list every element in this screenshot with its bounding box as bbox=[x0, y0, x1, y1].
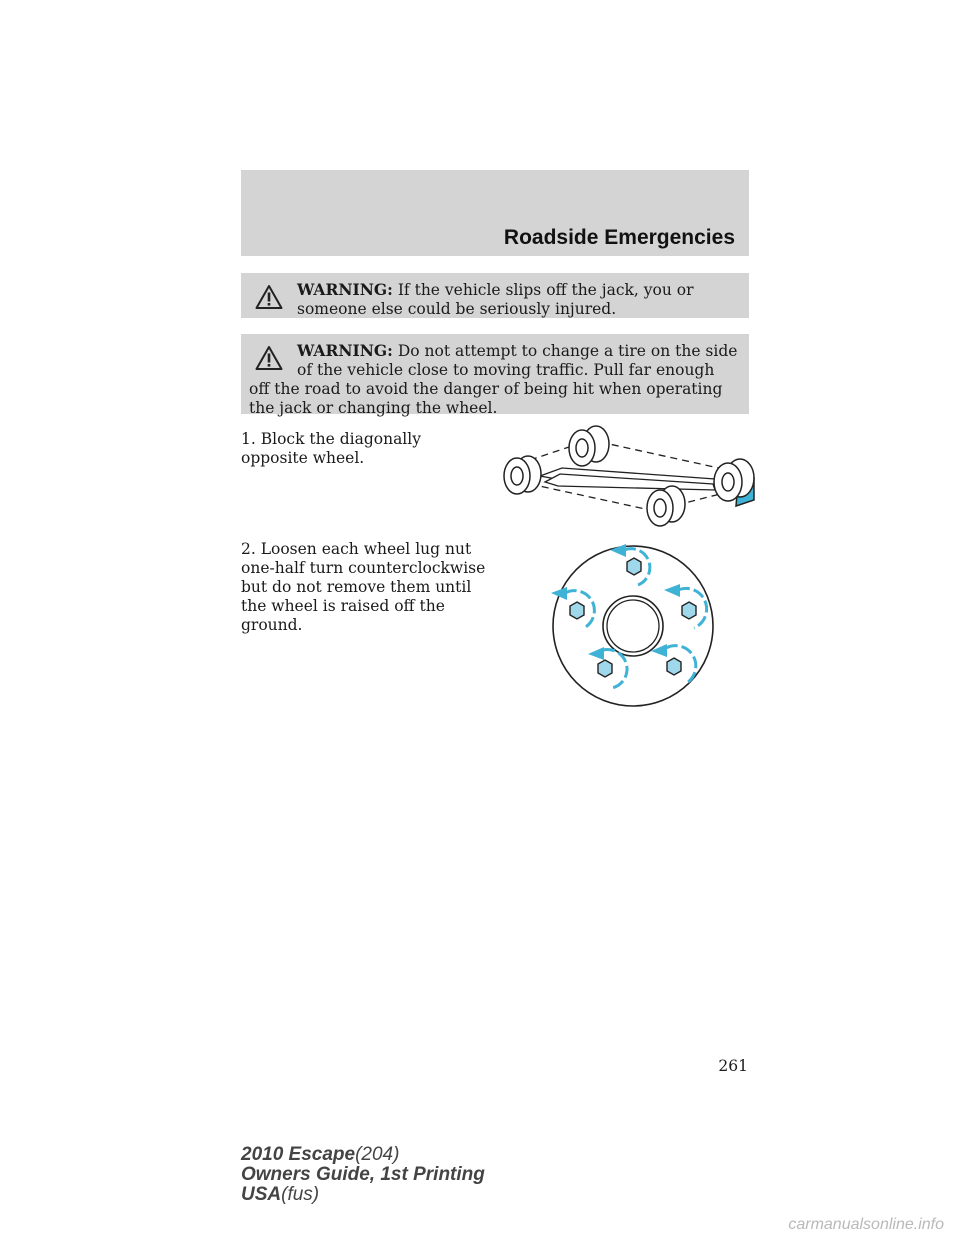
warning-triangle-icon bbox=[255, 284, 283, 310]
page-number: 261 bbox=[718, 1057, 748, 1075]
warning-label: WARNING: bbox=[297, 341, 393, 360]
watermark: carmanualsonline.info bbox=[788, 1216, 944, 1233]
footer-region-code: (fus) bbox=[281, 1184, 320, 1205]
section-title: Roadside Emergencies bbox=[503, 226, 735, 249]
diagonal-wheel-block-illustration bbox=[500, 422, 762, 534]
footer-model: 2010 Escape bbox=[241, 1144, 356, 1165]
warning-label: WARNING: bbox=[297, 280, 393, 299]
header-band bbox=[241, 170, 749, 256]
warning-text: Do not attempt to change a tire on the side of the vehicle close to moving traffic. Pull far enough off the road to avoid the danger of being hit when operating the jack or changing the wheel. bbox=[249, 342, 738, 417]
step-2-text: 2. Loosen each wheel lug nut one-half turn counterclockwise but do not remove them until the wheel is raised off the ground. bbox=[241, 540, 486, 634]
warning-box-2 bbox=[241, 334, 749, 417]
footer-model-code: (204) bbox=[355, 1144, 400, 1165]
warning-triangle-icon bbox=[255, 345, 283, 371]
footer-region: USA bbox=[241, 1184, 282, 1205]
step-1-text: 1. Block the diagonally opposite wheel. bbox=[241, 430, 421, 467]
footer-printing: Owners Guide, 1st Printing bbox=[241, 1164, 485, 1185]
warning-box-1 bbox=[241, 273, 749, 318]
footer bbox=[241, 1145, 485, 1205]
warning-text: If the vehicle slips off the jack, you or someone else could be seriously injured. bbox=[297, 281, 694, 318]
lug-nut-loosening-illustration bbox=[540, 536, 730, 714]
